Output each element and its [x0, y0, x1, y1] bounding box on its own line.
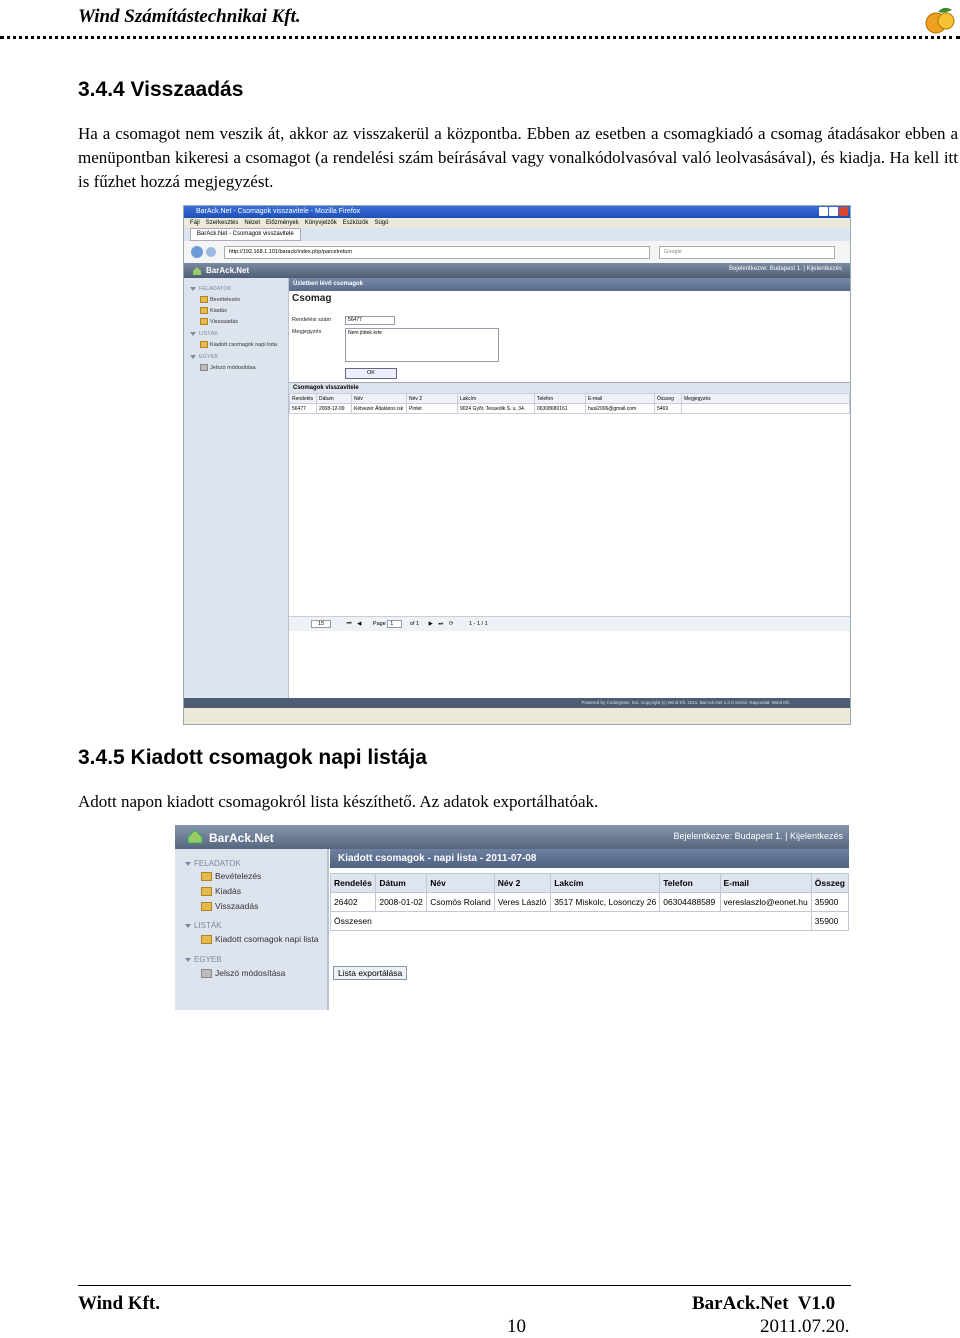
- total-label: Összesen: [331, 912, 812, 931]
- table-row[interactable]: [290, 404, 850, 414]
- sidebar-head-egyeb: EGYEB: [185, 955, 222, 964]
- app-footer: Powered by CodeIgniter, Ext. Copyright (c) Wind Kft. 2011. BarAck.Net 1.0.0 verzió. Kapcsolat: Wind Kft.: [184, 698, 850, 708]
- export-list-button[interactable]: Lista exportálása: [333, 966, 407, 980]
- table-cell: 06304488589: [660, 893, 720, 912]
- sidebar-item-napi-lista[interactable]: Kiadott csomagok napi lista: [201, 934, 318, 944]
- chevron-down-icon: [190, 287, 196, 291]
- grid-cell: [682, 404, 850, 414]
- table-cell: 3517 Miskolc, Losonczy 26: [551, 893, 660, 912]
- sidebar-item-kiadas[interactable]: Kiadás: [201, 886, 241, 896]
- address-bar[interactable]: http://192.168.1.101/barack/index.php/parcelreturn: [224, 246, 650, 259]
- maximize-icon[interactable]: [829, 207, 838, 216]
- next-page-icon[interactable]: ▶: [428, 621, 433, 627]
- grid-header[interactable]: Összeg: [655, 394, 682, 404]
- chevron-down-icon: [185, 924, 191, 928]
- folder-icon: [201, 872, 212, 881]
- panel-title: Kiadott csomagok - napi lista - 2011-07-08: [330, 849, 849, 868]
- screenshot-napi-lista: [175, 825, 849, 1010]
- folder-icon: [201, 887, 212, 896]
- grid-cell: Kétvezér Általános isk: [352, 404, 407, 414]
- daily-list-table: [330, 873, 849, 931]
- page-label: Page: [372, 621, 386, 627]
- table-header[interactable]: E-mail: [720, 874, 811, 893]
- fruit-logo-icon: [922, 4, 958, 36]
- note-textarea[interactable]: Nem jöttek érte: [345, 328, 499, 362]
- table-cell: vereslaszlo@eonet.hu: [720, 893, 811, 912]
- total-row: [331, 912, 849, 931]
- footer-product: BarAck.Net V1.0: [692, 1293, 836, 1314]
- menu-szerkesztes[interactable]: Szerkesztés: [205, 220, 239, 226]
- app-header: [184, 263, 850, 278]
- grid-header[interactable]: Név 2: [407, 394, 458, 404]
- sidebar: [184, 278, 289, 698]
- back-forward-icon[interactable]: [190, 245, 218, 259]
- home-icon: [187, 829, 203, 844]
- app-brand: BarAck.Net: [209, 831, 274, 845]
- grid-header[interactable]: Dátum: [317, 394, 352, 404]
- folder-icon: [201, 902, 212, 911]
- first-page-icon[interactable]: ⏮: [346, 621, 352, 627]
- grid-header[interactable]: Telefon: [535, 394, 586, 404]
- gear-icon: [200, 364, 208, 371]
- grid-header[interactable]: Megjegyzés: [682, 394, 850, 404]
- grid-header-row: [290, 394, 850, 404]
- table-header[interactable]: Dátum: [376, 874, 427, 893]
- browser-navbar: [184, 241, 850, 264]
- sidebar-item-kiadas[interactable]: Kiadás: [200, 307, 227, 314]
- sidebar-item-jelszo[interactable]: Jelszó módosítása: [201, 968, 285, 978]
- table-cell: 35900: [811, 893, 848, 912]
- sidebar-item-visszaadas[interactable]: Visszaadás: [200, 318, 238, 325]
- prev-page-icon[interactable]: ◀: [357, 621, 362, 627]
- grid-cell: 9024 Győr, Tessedik S. u. 34.: [458, 404, 535, 414]
- sidebar-head-listak: LISTÁK: [190, 331, 218, 337]
- grid-cell: 06308680161: [535, 404, 586, 414]
- grid-cell: 56477: [290, 404, 317, 414]
- grid-title: Csomagok visszavitele: [289, 382, 850, 393]
- main-panel: [289, 278, 850, 698]
- table-header[interactable]: Név 2: [494, 874, 551, 893]
- document-header-title: Wind Számítástechnikai Kft.: [78, 6, 301, 27]
- table-header[interactable]: Rendelés: [331, 874, 376, 893]
- grid-header[interactable]: E-mail: [586, 394, 655, 404]
- grid-header[interactable]: Név: [352, 394, 407, 404]
- chevron-down-icon: [185, 958, 191, 962]
- app-brand: BarAck.Net: [206, 266, 250, 275]
- order-number-label: Rendelési szám: [292, 317, 332, 323]
- panel-title: Üzletben lévő csomagok: [289, 278, 850, 291]
- sidebar-item-bevetelezes[interactable]: Bevételezés: [200, 296, 240, 303]
- page-input[interactable]: 1: [387, 620, 402, 628]
- folder-icon: [200, 318, 208, 325]
- window-titlebar: [184, 206, 850, 218]
- footer-divider: [78, 1285, 851, 1286]
- sidebar-item-napi-lista[interactable]: Kiadott csomagok napi lista: [200, 341, 277, 348]
- browser-menubar: [184, 218, 850, 228]
- search-box[interactable]: Google: [659, 246, 835, 259]
- chevron-down-icon: [190, 355, 196, 359]
- grid-cell: Pintér: [407, 404, 458, 414]
- table-cell: 2008-01-02: [376, 893, 427, 912]
- menu-sugo[interactable]: Súgó: [374, 220, 389, 226]
- table-row[interactable]: [331, 893, 849, 912]
- footer-company: Wind Kft.: [78, 1293, 161, 1314]
- parcel-grid: [289, 393, 850, 414]
- footer-date: 2011.07.20.: [760, 1316, 850, 1337]
- menu-elozmenyek[interactable]: Előzmények: [266, 220, 299, 226]
- sidebar-head-feladatok: FELADATOK: [185, 859, 241, 868]
- page-of: of 1: [409, 621, 420, 627]
- folder-icon: [200, 296, 208, 303]
- section-paragraph-visszaadas: Ha a csomagot nem veszik át, akkor az visszakerül a központba. Ebben az esetben a csomagkiadó a csomag átadásakor ebben a menüpontban kikeresi a csomagot (a rendelési szám beírásával vagy vonalkódolvasóval való leolvasásával), és kiadja. Ha kell itt is fűzhet hozzá megjegyzést.: [78, 124, 958, 191]
- table-cell: Veres László: [494, 893, 551, 912]
- page-range: 1 - 1 / 1: [469, 621, 488, 627]
- header-divider: [0, 36, 960, 39]
- last-page-icon[interactable]: ⏭: [438, 621, 444, 627]
- table-cell: 26402: [331, 893, 376, 912]
- close-icon[interactable]: [839, 207, 848, 216]
- grid-cell: husi2006@gmail.com: [586, 404, 655, 414]
- window-title: BarAck.Net - Csomagok visszavitele - Mozilla Firefox: [196, 208, 361, 215]
- app-header: [175, 825, 849, 849]
- menu-fajl[interactable]: Fájl: [190, 220, 200, 226]
- sidebar-head-egyeb: EGYEB: [190, 354, 218, 360]
- section-paragraph-napi-lista: Adott napon kiadott csomagokról lista készíthető. Az adatok exportálhatóak.: [78, 792, 599, 811]
- chevron-down-icon: [190, 332, 196, 336]
- sidebar: [175, 849, 329, 1010]
- sidebar-item-visszaadas[interactable]: Visszaadás: [201, 901, 258, 911]
- order-number-input[interactable]: 56477: [345, 316, 395, 325]
- table-header[interactable]: Összeg: [811, 874, 848, 893]
- folder-icon: [200, 307, 208, 314]
- gear-icon: [201, 969, 212, 978]
- menu-nezet[interactable]: Nézet: [244, 220, 261, 226]
- screenshot-visszaadas: [183, 205, 851, 725]
- note-label: Megjegyzés: [292, 329, 322, 335]
- table-header[interactable]: Telefon: [660, 874, 720, 893]
- table-header-row: [331, 874, 849, 893]
- table-header[interactable]: Név: [427, 874, 494, 893]
- refresh-icon[interactable]: ⟳: [448, 621, 454, 627]
- page-size-select[interactable]: 15: [311, 620, 331, 628]
- menu-eszkozok[interactable]: Eszközök: [342, 220, 369, 226]
- ok-button[interactable]: OK: [345, 368, 397, 379]
- folder-icon: [201, 935, 212, 944]
- grid-header[interactable]: Lakcím: [458, 394, 535, 404]
- login-status[interactable]: Bejelentkezve: Budapest 1. | Kijelentkezés: [729, 266, 842, 272]
- table-header[interactable]: Lakcím: [551, 874, 660, 893]
- form-title: Csomag: [292, 293, 332, 304]
- sidebar-item-bevetelezes[interactable]: Bevételezés: [201, 871, 261, 881]
- home-icon: [192, 266, 202, 275]
- grid-cell: 2008-12-09: [317, 404, 352, 414]
- main-panel: [330, 849, 849, 1010]
- grid-cell: 5469: [655, 404, 682, 414]
- browser-statusbar: [184, 708, 850, 724]
- page-number: 10: [507, 1316, 526, 1337]
- browser-tab[interactable]: BarAck.Net - Csomagok visszavitele: [190, 228, 301, 241]
- login-status[interactable]: Bejelentkezve: Budapest 1. | Kijelentkezés: [673, 831, 843, 841]
- browser-tabbar: [184, 228, 850, 241]
- folder-icon: [200, 341, 208, 348]
- table-cell: Csomós Roland: [427, 893, 494, 912]
- section-heading-visszaadas: 3.4.4 Visszaadás: [78, 78, 244, 101]
- sidebar-item-jelszo[interactable]: Jelszó módosítása: [200, 364, 256, 371]
- section-heading-napi-lista: 3.4.5 Kiadott csomagok napi listája: [78, 746, 427, 769]
- sidebar-head-listak: LISTÁK: [185, 921, 222, 930]
- menu-konyvjelzok[interactable]: Könyvjelzők: [304, 220, 337, 226]
- minimize-icon[interactable]: [819, 207, 828, 216]
- sidebar-head-feladatok: FELADATOK: [190, 286, 231, 292]
- grid-header[interactable]: Rendelés: [290, 394, 317, 404]
- chevron-down-icon: [185, 862, 191, 866]
- total-value: 35900: [811, 912, 848, 931]
- pager: [289, 616, 850, 631]
